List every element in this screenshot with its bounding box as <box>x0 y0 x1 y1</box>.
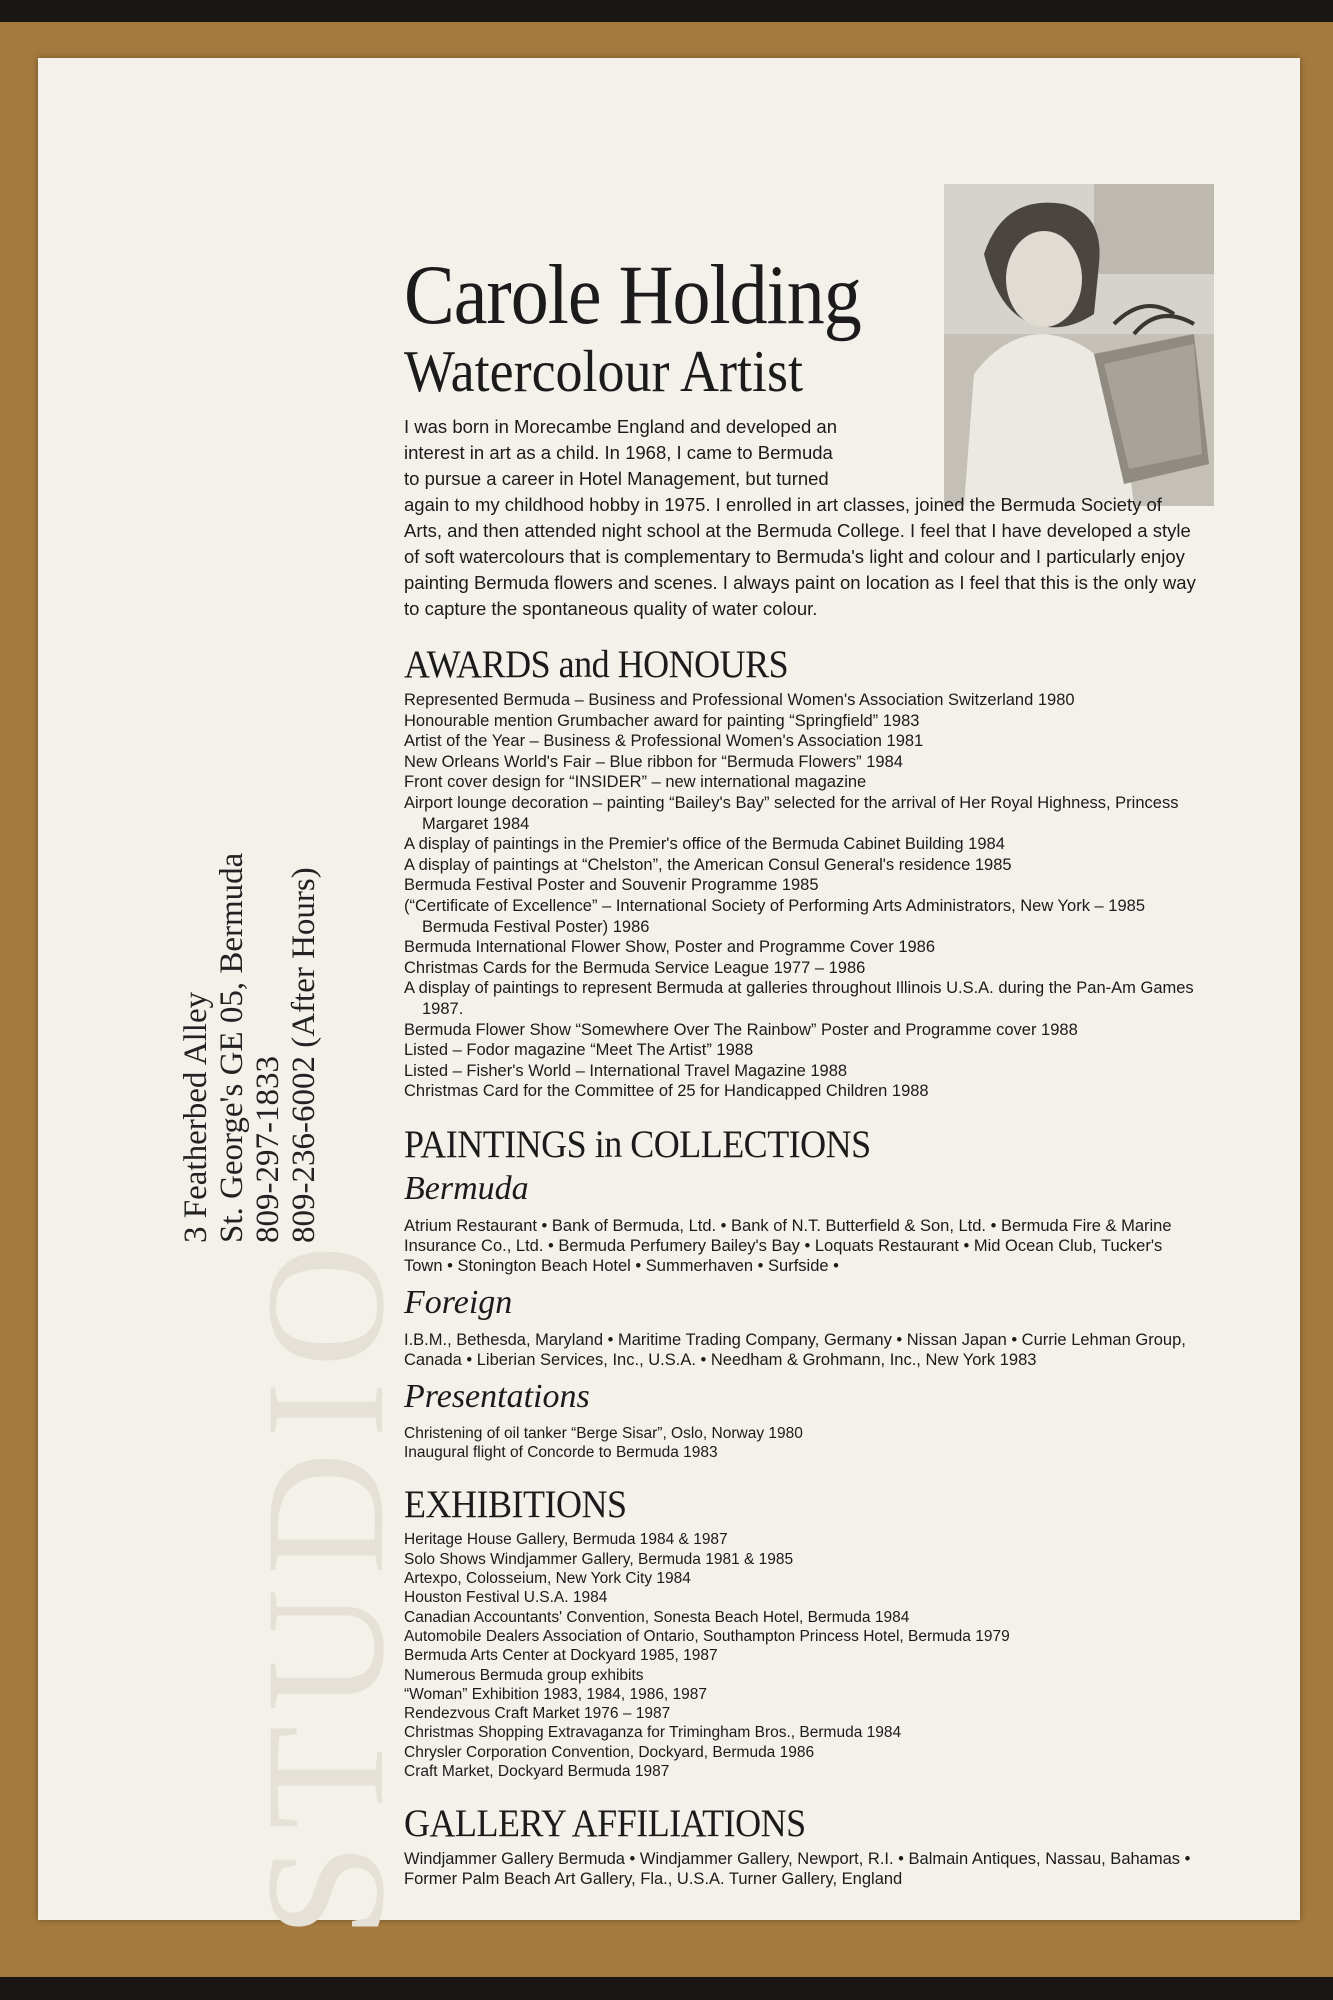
list-item: Listed – Fodor magazine “Meet The Artist” 1988 <box>404 1041 754 1060</box>
list-item: Airport lounge decoration – painting “Bailey's Bay” selected for the arrival of Her Royal Highness, Princess Margaret 1984 <box>404 793 1179 833</box>
exhibitions-heading: EXHIBITIONS <box>404 1482 627 1527</box>
list-item: Bermuda International Flower Show, Poster and Programme Cover 1986 <box>404 938 936 957</box>
list-item: Numerous Bermuda group exhibits <box>404 1666 644 1684</box>
list-item: Heritage House Gallery, Bermuda 1984 & 1987 <box>404 1531 728 1549</box>
list-item: Bermuda Flower Show “Somewhere Over The Rainbow” Poster and Programme cover 1988 <box>404 1020 1078 1039</box>
foreign-subheading: Foreign <box>404 1283 513 1321</box>
bio-line: interest in art as a child. In 1968, I came to Bermuda <box>404 442 833 463</box>
list-item: (“Certificate of Excellence” – International Society of Performing Arts Administrators, New York – 1985 Bermuda Festival Poster) 1986 <box>404 896 1146 936</box>
awards-list <box>404 690 1204 1102</box>
presentations-list <box>404 1424 1204 1463</box>
bermuda-subheading: Bermuda <box>404 1169 529 1207</box>
resume-content <box>404 248 1204 1889</box>
list-item: A display of paintings in the Premier's office of the Bermuda Cabinet Building 1984 <box>404 835 1005 854</box>
list-item: Houston Festival U.S.A. 1984 <box>404 1589 608 1607</box>
list-item: Artist of the Year – Business & Professional Women's Association 1981 <box>404 732 924 751</box>
list-item: Christmas Card for the Committee of 25 for Handicapped Children 1988 <box>404 1082 929 1101</box>
contact-block <box>178 853 322 1243</box>
list-item: Represented Bermuda – Business and Professional Women's Association Switzerland 1980 <box>404 691 1075 709</box>
list-item: “Woman” Exhibition 1983, 1984, 1986, 1987 <box>404 1685 708 1703</box>
bio-line: to pursue a career in Hotel Management, but turned <box>404 468 829 489</box>
list-item: A display of paintings at “Chelston”, the American Consul General's residence 1985 <box>404 855 1012 874</box>
list-item: Christening of oil tanker “Berge Sisar”, Oslo, Norway 1980 <box>404 1424 803 1442</box>
list-item: Front cover design for “INSIDER” – new international magazine <box>404 773 867 792</box>
artist-name: Carole Holding <box>404 248 861 343</box>
list-item: Christmas Shopping Extravaganza for Trimingham Bros., Bermuda 1984 <box>404 1724 902 1742</box>
biography <box>404 414 1204 622</box>
list-item: A display of paintings to represent Bermuda at galleries throughout Illinois U.S.A. during the Pan-Am Games 1987. <box>404 979 1194 1018</box>
exhibitions-list <box>404 1530 1204 1781</box>
list-item: Artexpo, Colosseium, New York City 1984 <box>404 1570 691 1588</box>
list-item: Listed – Fisher's World – International Travel Magazine 1988 <box>404 1061 848 1080</box>
bermuda-collections: Atrium Restaurant • Bank of Bermuda, Ltd. • Bank of N.T. Butterfield & Son, Ltd. • Bermuda Fire & Marine Insurance Co., Ltd. • Bermuda Perfumery Bailey's Bay • Loquats Restaurant • Mid Ocean Club, Tucker's Town • Stonington Beach Hotel • Summerhaven • Surfside • <box>404 1216 1172 1275</box>
artist-role: Watercolour Artist <box>404 338 804 405</box>
collections-heading: PAINTINGS in COLLECTIONS <box>404 1121 871 1166</box>
gallery-heading: GALLERY AFFILIATIONS <box>404 1801 806 1846</box>
gallery-affiliations: Windjammer Gallery Bermuda • Windjammer Gallery, Newport, R.I. • Balmain Antiques, Nassau, Bahamas • Former Palm Beach Art Gallery, Fla., U.S.A. Turner Gallery, England <box>404 1850 1191 1889</box>
address-line-2: St. George's GE 05, Bermuda <box>214 852 250 1243</box>
bio-paragraph: again to my childhood hobby in 1975. I enrolled in art classes, joined the Bermuda Society of Arts, and then attended night school at the Bermuda College. I feel that I have developed a style of soft watercolours that is complementary to Bermuda's light and colour and I particularly enjoy painting Bermuda flowers and scenes. I always paint on location as I feel that this is the only way to capture the spontaneous quality of water colour. <box>404 494 1196 619</box>
list-item: Canadian Accountants' Convention, Sonesta Beach Hotel, Bermuda 1984 <box>404 1608 910 1626</box>
list-item: Bermuda Festival Poster and Souvenir Programme 1985 <box>404 876 819 895</box>
list-item: Rendezvous Craft Market 1976 – 1987 <box>404 1705 671 1723</box>
list-item: Solo Shows Windjammer Gallery, Bermuda 1981 & 1985 <box>404 1550 794 1568</box>
phone-line-2: 809-236-6002 (After Hours) <box>286 867 322 1243</box>
resume-sheet <box>38 58 1300 1938</box>
presentations-subheading: Presentations <box>404 1377 590 1415</box>
list-item: Automobile Dealers Association of Ontario, Southampton Princess Hotel, Bermuda 1979 <box>404 1627 1010 1645</box>
list-item: Honourable mention Grumbacher award for painting “Springfield” 1983 <box>404 711 920 730</box>
list-item: Bermuda Arts Center at Dockyard 1985, 1987 <box>404 1647 718 1665</box>
list-item: New Orleans World's Fair – Blue ribbon for “Bermuda Flowers” 1984 <box>404 752 903 771</box>
studio-watermark: STUDIO <box>231 1230 419 1938</box>
phone-line-1: 809-297-1833 <box>250 1056 286 1243</box>
list-item: Christmas Cards for the Bermuda Service League 1977 – 1986 <box>404 958 866 977</box>
address-line-1: 3 Featherbed Alley <box>178 991 214 1243</box>
list-item: Chrysler Corporation Convention, Dockyard, Bermuda 1986 <box>404 1743 815 1761</box>
bio-line: I was born in Morecambe England and developed an <box>404 416 837 437</box>
list-item: Inaugural flight of Concorde to Bermuda 1983 <box>404 1444 718 1462</box>
awards-heading: AWARDS and HONOURS <box>404 642 789 686</box>
foreign-collections: I.B.M., Bethesda, Maryland • Maritime Trading Company, Germany • Nissan Japan • Currie Lehman Group, Canada • Liberian Services, Inc., U.S.A. • Needham & Grohmann, Inc., New York 1983 <box>404 1330 1186 1369</box>
list-item: Craft Market, Dockyard Bermuda 1987 <box>404 1763 670 1781</box>
